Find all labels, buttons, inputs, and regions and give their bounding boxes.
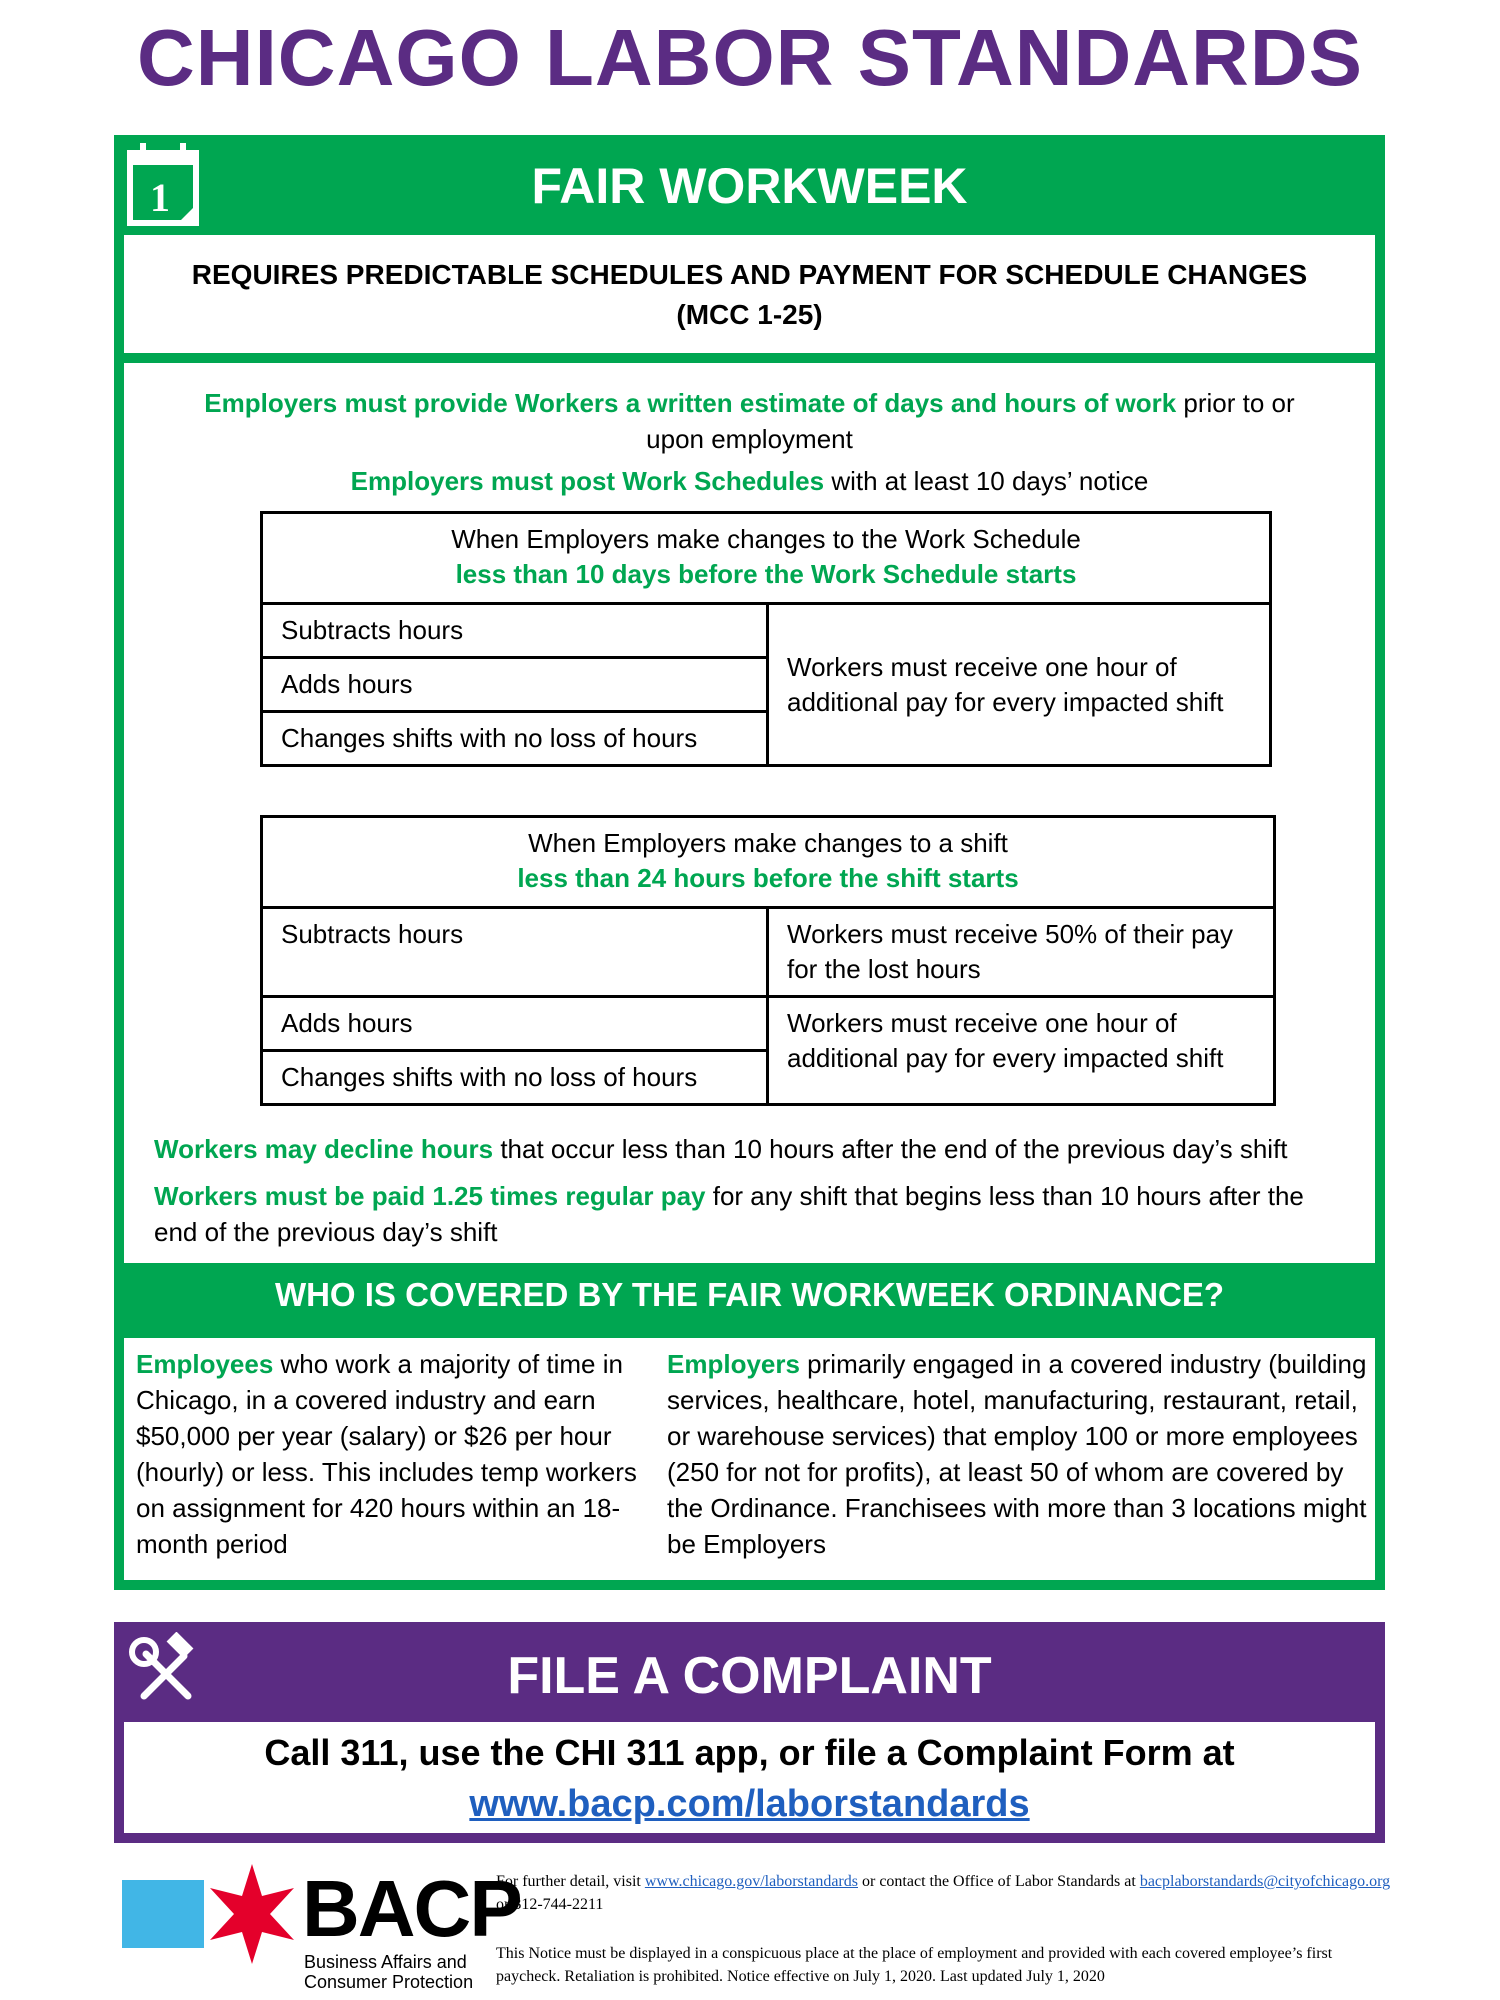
employees-coverage: [136, 1346, 656, 1562]
schedule-result-cell: Workers must receive one hour of additional pay for every impacted shift: [768, 604, 1271, 766]
intro-estimate-rest: prior to or upon employment: [646, 388, 1295, 454]
table-cell: Changes shifts with no loss of hours: [262, 712, 768, 766]
table-cell: Subtracts hours: [262, 604, 768, 658]
complaint-box: [124, 1722, 1375, 1833]
fair-workweek-panel: [114, 135, 1385, 1590]
coverage-heading: WHO IS COVERED BY THE FAIR WORKWEEK ORDINANCE?: [274, 1276, 1225, 1313]
intro-post-highlight: Employers must post Work Schedules: [350, 466, 825, 496]
complaint-instructions: Call 311, use the CHI 311 app, or file a Complaint Form at: [264, 1732, 1235, 1773]
table-cell: Adds hours: [262, 997, 768, 1051]
decline-hours-note: [154, 1131, 1345, 1167]
bacp-logo-subtitle: [304, 1952, 473, 1992]
decline-hours-rest: that occur less than 10 hours after the end of the previous day’s shift: [493, 1134, 1288, 1164]
footer-notice: This Notice must be displayed in a conspicuous place at the place of employment and provided with each covered employee’s first paycheck. Retaliation is prohibited. Notice effective on July 1, 2020. Last updated July 1, 2020: [496, 1945, 1333, 1985]
table-cell: Subtracts hours: [262, 908, 768, 997]
schedule-change-table: [260, 511, 1272, 767]
shift-header-line1: When Employers make changes to a shift: [528, 828, 1008, 858]
calendar-number: 1: [150, 175, 170, 220]
bacp-logo-text: BACP: [302, 1864, 521, 1953]
file-complaint-panel: [114, 1622, 1385, 1843]
rest-pay-highlight: Workers must be paid 1.25 times regular pay: [154, 1181, 706, 1211]
intro-post-rest: with at least 10 days’ notice: [824, 466, 1149, 496]
shift-header-line2: less than 24 hours before the shift starts: [517, 863, 1019, 893]
subtitle-box: [124, 235, 1375, 353]
footer-detail-prefix: For further detail, visit: [496, 1873, 645, 1890]
footer-phone: or 312-744-2211: [496, 1896, 604, 1913]
table-cell: Changes shifts with no loss of hours: [262, 1051, 768, 1105]
employers-text: primarily engaged in a covered industry (building services, healthcare, hotel, manufacturing, restaurant, retail, or warehouse services) that employ 100 or more employees (250 for not for profits), at least 50 of whom are covered by the Ordinance. Franchisees with more than 3 locations might be Employers: [667, 1349, 1367, 1559]
shift-result-cell: Workers must receive 50% of their pay for the lost hours: [768, 908, 1275, 997]
complaint-link[interactable]: www.bacp.com/laborstandards: [469, 1783, 1030, 1825]
shift-table-header: [262, 817, 1275, 908]
footer-detail-mid: or contact the Office of Labor Standards at: [857, 1873, 1140, 1890]
employees-text: who work a majority of time in Chicago, in a covered industry and earn $50,000 per year (salary) or $26 per hour (hourly) or less. This includes temp workers on assignment for 420 hours within an 18-month period: [136, 1349, 637, 1559]
intro-estimate: [184, 385, 1315, 457]
employers-label: Employers: [667, 1349, 800, 1379]
decline-hours-highlight: Workers may decline hours: [154, 1134, 494, 1164]
chicago-flag-stripe: [122, 1880, 204, 1948]
coverage-box: [124, 1338, 1375, 1580]
labor-standards-link[interactable]: www.chicago.gov/laborstandards: [644, 1873, 858, 1890]
rest-pay-note: [154, 1178, 1345, 1250]
schedule-header-line2: less than 10 days before the Work Schedule starts: [455, 559, 1077, 589]
shift-result-cell: Workers must receive one hour of additional pay for every impacted shift: [768, 997, 1275, 1105]
subtitle-line2: (MCC 1-25): [676, 299, 823, 330]
email-link[interactable]: bacplaborstandards@cityofchicago.org: [1139, 1873, 1391, 1890]
rest-pay-rest: for any shift that begins less than 10 hours after the end of the previous day’s shift: [154, 1181, 1304, 1247]
table-cell: Adds hours: [262, 658, 768, 712]
fair-workweek-heading: FAIR WORKWEEK: [531, 158, 968, 214]
bacp-sub-line2: Consumer Protection: [304, 1972, 474, 1992]
fair-workweek-header: [114, 135, 1385, 235]
footer-contact: [496, 1870, 1396, 1916]
schedule-table-header: [262, 513, 1271, 604]
subtitle-line1: REQUIRES PREDICTABLE SCHEDULES AND PAYMENT FOR SCHEDULE CHANGES: [191, 259, 1308, 290]
intro-estimate-highlight: Employers must provide Workers a written estimate of days and hours of work: [204, 388, 1177, 418]
bacp-sub-line1: Business Affairs and: [304, 1952, 467, 1972]
employees-label: Employees: [136, 1349, 274, 1379]
rules-box: [124, 363, 1375, 1263]
shift-change-table: [260, 815, 1276, 1106]
employers-coverage: [667, 1346, 1367, 1562]
page-title: CHICAGO LABOR STANDARDS: [137, 13, 1363, 102]
chicago-star-icon: [206, 1862, 298, 1966]
complaint-heading: FILE A COMPLAINT: [507, 1647, 992, 1705]
schedule-header-line1: When Employers make changes to the Work Schedule: [451, 524, 1081, 554]
intro-post-schedule: [184, 463, 1315, 499]
